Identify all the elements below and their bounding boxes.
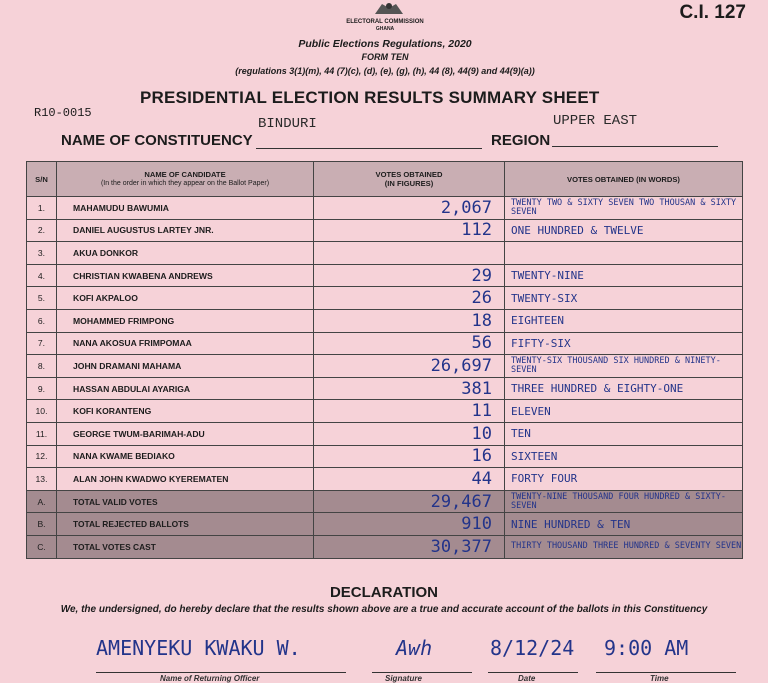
region-label: REGION — [491, 132, 551, 149]
votes-figures: 910 — [314, 513, 505, 536]
votes-words: SIXTEEN — [505, 445, 743, 468]
votes-words: THIRTY THOUSAND THREE HUNDRED & SEVENTY SEVEN — [505, 535, 743, 558]
candidate-name: CHRISTIAN KWABENA ANDREWS — [57, 264, 314, 287]
candidate-row — [27, 309, 743, 332]
candidate-name: ALAN JOHN KWADWO KYEREMATEN — [57, 468, 314, 491]
row-sn: 1. — [27, 197, 57, 220]
regulation-refs: (regulations 3(1)(m), 44 (7)(c), (d), (e), (g), (h), 44 (8), 44(9) and 44(9)(a)) — [235, 66, 535, 76]
votes-figures: 26,697 — [314, 355, 505, 378]
votes-words — [505, 242, 743, 265]
candidate-name: NANA KWAME BEDIAKO — [57, 445, 314, 468]
candidate-row — [27, 355, 743, 378]
candidate-name: AKUA DONKOR — [57, 242, 314, 265]
row-sn: 10. — [27, 400, 57, 423]
region-value: UPPER EAST — [553, 113, 638, 129]
page-title: PRESIDENTIAL ELECTION RESULTS SUMMARY SHEET — [140, 88, 600, 107]
candidate-row — [27, 445, 743, 468]
candidate-name: DANIEL AUGUSTUS LARTEY JNR. — [57, 219, 314, 242]
candidate-row — [27, 242, 743, 265]
votes-words: FORTY FOUR — [505, 468, 743, 491]
votes-words: ELEVEN — [505, 400, 743, 423]
total-row — [27, 513, 743, 536]
total-row — [27, 490, 743, 513]
candidate-row — [27, 219, 743, 242]
row-sn: 2. — [27, 219, 57, 242]
results-table — [26, 161, 743, 559]
candidate-name: TOTAL VOTES CAST — [57, 535, 314, 558]
row-sn: 9. — [27, 377, 57, 400]
time-line — [596, 672, 736, 673]
declaration-heading: DECLARATION — [329, 584, 439, 601]
candidate-row — [27, 468, 743, 491]
row-sn: 8. — [27, 355, 57, 378]
votes-words: TWENTY TWO & SIXTY SEVEN TWO THOUSAN & SIXTY SEVEN — [505, 197, 743, 220]
votes-words: TEN — [505, 422, 743, 445]
signoff-time: 9:00 AM — [604, 636, 689, 660]
votes-figures: 26 — [314, 287, 505, 310]
votes-figures: 29,467 — [314, 490, 505, 513]
row-sn: 7. — [27, 332, 57, 355]
votes-words: ONE HUNDRED & TWELVE — [505, 219, 743, 242]
row-sn: 4. — [27, 264, 57, 287]
signature-line — [372, 672, 472, 673]
candidate-row — [27, 422, 743, 445]
votes-figures: 44 — [314, 468, 505, 491]
candidate-row — [27, 332, 743, 355]
votes-words: THREE HUNDRED & EIGHTY-ONE — [505, 377, 743, 400]
header-name — [57, 162, 314, 197]
commission-block — [300, 19, 470, 33]
votes-figures: 56 — [314, 332, 505, 355]
coat-of-arms-icon — [372, 0, 406, 16]
votes-words: TWENTY-NINE THOUSAND FOUR HUNDRED & SIXTY-SEVEN — [505, 490, 743, 513]
row-sn: B. — [27, 513, 57, 536]
row-sn: 12. — [27, 445, 57, 468]
declaration-text: We, the undersigned, do hereby declare that the results shown above are a true and accurate account of the ballots in this Constituency — [60, 604, 708, 615]
row-sn: C. — [27, 535, 57, 558]
votes-words: TWENTY-NINE — [505, 264, 743, 287]
votes-words: EIGHTEEN — [505, 309, 743, 332]
time-label: Time — [650, 674, 669, 683]
name-label: Name of Returning Officer — [160, 674, 260, 683]
votes-figures: 112 — [314, 219, 505, 242]
candidate-name: NANA AKOSUA FRIMPOMAA — [57, 332, 314, 355]
header-figures — [314, 162, 505, 197]
votes-figures: 29 — [314, 264, 505, 287]
officer-signature: Awh — [396, 636, 433, 660]
constituency-line — [256, 148, 482, 149]
candidate-name: KOFI KORANTENG — [57, 400, 314, 423]
candidate-name: MOHAMMED FRIMPONG — [57, 309, 314, 332]
votes-words: TWENTY-SIX THOUSAND SIX HUNDRED & NINETY-SEVEN — [505, 355, 743, 378]
form-number: C.I. 127 — [679, 2, 746, 23]
header-figures-label: VOTES OBTAINED — [375, 170, 443, 179]
row-sn: 11. — [27, 422, 57, 445]
votes-figures — [314, 242, 505, 265]
table-header-row — [27, 162, 743, 197]
votes-figures: 10 — [314, 422, 505, 445]
candidate-row — [27, 287, 743, 310]
votes-words: NINE HUNDRED & TEN — [505, 513, 743, 536]
region-line — [552, 146, 718, 147]
signoff-date: 8/12/24 — [490, 636, 575, 660]
candidate-name: JOHN DRAMANI MAHAMA — [57, 355, 314, 378]
name-line — [96, 672, 346, 673]
candidate-name: HASSAN ABDULAI AYARIGA — [57, 377, 314, 400]
votes-figures: 16 — [314, 445, 505, 468]
candidate-row — [27, 377, 743, 400]
candidate-name: KOFI AKPALOO — [57, 287, 314, 310]
row-sn: 13. — [27, 468, 57, 491]
candidate-name: GEORGE TWUM-BARIMAH-ADU — [57, 422, 314, 445]
form-name: FORM TEN — [361, 52, 409, 62]
candidate-name: TOTAL REJECTED BALLOTS — [57, 513, 314, 536]
sheet-code: R10-0015 — [34, 106, 92, 120]
votes-figures: 2,067 — [314, 197, 505, 220]
header-words: VOTES OBTAINED (IN WORDS) — [505, 162, 743, 197]
header-sn: S/N — [27, 162, 57, 197]
signature-label: Signature — [385, 674, 422, 683]
regulations-title: Public Elections Regulations, 2020 — [298, 38, 472, 50]
candidate-name: TOTAL VALID VOTES — [57, 490, 314, 513]
candidate-row — [27, 400, 743, 423]
votes-figures: 11 — [314, 400, 505, 423]
candidate-row — [27, 264, 743, 287]
commission-country: GHANA — [375, 26, 395, 32]
constituency-value: BINDURI — [258, 116, 317, 132]
officer-name: AMENYEKU KWAKU W. — [96, 636, 301, 660]
row-sn: 6. — [27, 309, 57, 332]
votes-figures: 381 — [314, 377, 505, 400]
commission-name: ELECTORAL COMMISSION — [346, 19, 424, 25]
date-line — [488, 672, 578, 673]
date-label: Date — [518, 674, 536, 683]
row-sn: 5. — [27, 287, 57, 310]
header-figures-note: (IN FIGURES) — [384, 179, 434, 188]
candidate-row — [27, 197, 743, 220]
header-name-label: NAME OF CANDIDATE — [144, 170, 226, 179]
votes-words: TWENTY-SIX — [505, 287, 743, 310]
candidate-name: MAHAMUDU BAWUMIA — [57, 197, 314, 220]
row-sn: A. — [27, 490, 57, 513]
votes-figures: 18 — [314, 309, 505, 332]
constituency-label: NAME OF CONSTITUENCY — [61, 132, 253, 149]
votes-words: FIFTY-SIX — [505, 332, 743, 355]
total-row — [27, 535, 743, 558]
row-sn: 3. — [27, 242, 57, 265]
header-name-note: (In the order in which they appear on the Ballot Paper) — [100, 180, 270, 187]
votes-figures: 30,377 — [314, 535, 505, 558]
